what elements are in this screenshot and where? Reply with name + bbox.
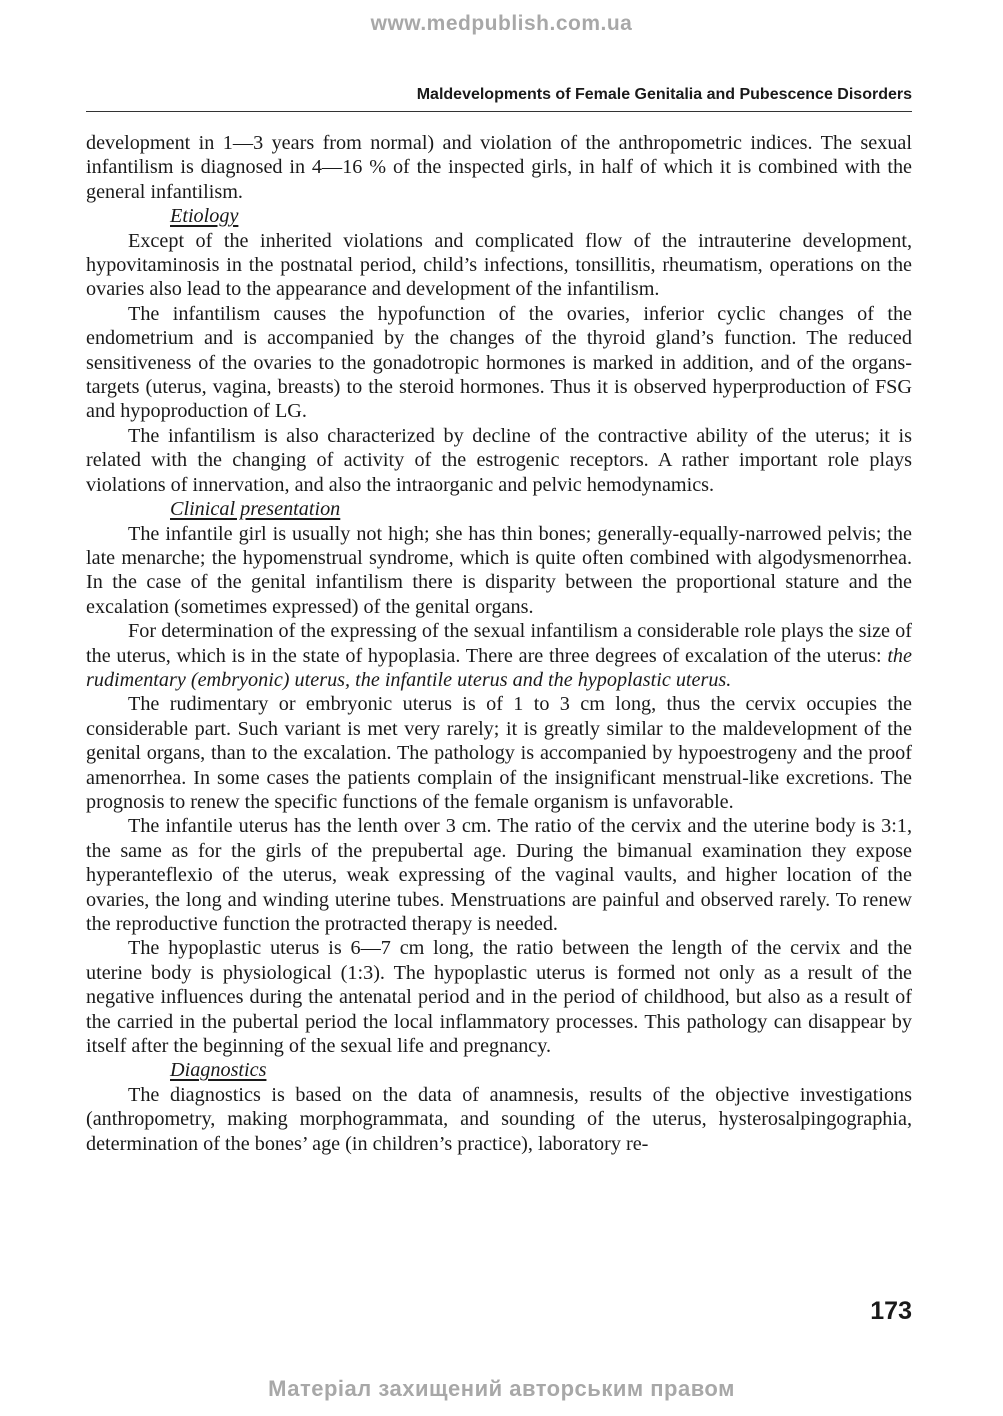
paragraph: development in 1—3 years from normal) and violation of the anthropometric indices. The sexual infantilism is diagnosed in 4—16 % of the inspected girls, in half of which it is combined with the general infantilism.	[86, 132, 912, 203]
page-body	[86, 131, 912, 1156]
paragraph: The rudimentary or embryonic uterus is of 1 to 3 cm long, thus the cervix occupies the considerable part. Such variant is met very rarely; it is greatly similar to the maldevelopment of the genital organs, than to the excalation. The pathology is accompanied by hypoestrogeny and the proof amenorrhea. In some cases the patients complain of the insignificant menstrual-like excretions. The prognosis to renew the specific functions of the female organism is unfavorable.	[86, 693, 912, 813]
paragraph: The infantilism is also characterized by decline of the contractive ability of the uterus; it is related with the changing of activity of the estrogenic receptors. A rather important role plays violations of innervation, and also the intraorganic and pelvic hemodynamics.	[86, 424, 912, 496]
paragraph: The hypoplastic uterus is 6—7 cm long, the ratio between the length of the cervix and the uterine body is physiological (1:3). The hypoplastic uterus is formed not only as a result of the negative influences during the antenatal period and in the period of childhood, but also as a result of the carried in the pubertal period the local inflammatory processes. This pathology can disappear by itself after the beginning of the sexual life and pregnancy.	[86, 937, 912, 1058]
section-heading-clinical-presentation: Clinical presentation	[170, 498, 341, 521]
watermark-bottom: Матеріал захищений авторським правом	[268, 1376, 735, 1401]
paragraph: Except of the inherited violations and complicated flow of the intrauterine development, hypovitaminosis in the postnatal period, child’s infections, tonsillitis, rheumatism, operations on the ovaries also lead to the appearance and development of the infantilism.	[86, 229, 912, 301]
emphasis-text: the rudimentary (embryonic) uterus, the infantile uterus and the hypoplastic uterus.	[86, 644, 912, 691]
watermark-top: www.medpublish.com.ua	[370, 12, 633, 35]
paragraph	[86, 619, 912, 692]
paragraph-text: For determination of the expressing of the sexual infantilism a considerable role plays the size of the uterus, which is in the state of hypoplasia. There are three degrees of excalation of the uterus:	[86, 620, 912, 667]
page-number: 173	[870, 1297, 912, 1325]
header-rule	[86, 111, 912, 112]
section-heading-diagnostics: Diagnostics	[170, 1059, 267, 1082]
paragraph: The infantilism causes the hypofunction of the ovaries, inferior cyclic changes of the endometrium and is accompanied by the changes of the thyroid gland’s function. The reduced sensitiveness of the ovaries to the gonadotropic hormones is marked in addition, and of the organs-targets (uterus, vagina, breasts) to the steroid hormones. Thus it is observed hyperproduction of FSG and hypoproduction of LG.	[86, 302, 912, 423]
section-heading-etiology: Etiology	[170, 205, 239, 228]
paragraph: The infantile uterus has the lenth over 3 cm. The ratio of the cervix and the uterine body is 3:1, the same as for the girls of the prepubertal age. During the bimanual examination they expose hyperanteflexio of the uterus, weak expressing of the vaginal vaults, and higher location of the ovaries, the long and winding uterine tubes. Menstruations are painful and observed rarely. To renew the reproductive function the protracted therapy is needed.	[86, 815, 912, 935]
running-head: Maldevelopments of Female Genitalia and Pubescence Disorders	[416, 86, 912, 103]
paragraph: The infantile girl is usually not high; she has thin bones; generally-equally-narrowed pelvis; the late menarche; the hypomenstrual syndrome, which is quite often combined with algodysmenorrhea. In the case of the genital infantilism there is disparity between the proportional stature and the excalation (sometimes expressed) of the genital organs.	[86, 522, 912, 618]
paragraph: The diagnostics is based on the data of anamnesis, results of the objective investigations (anthropometry, making morphogrammata, and sounding of the uterus, hysterosalpingographia, determination of the bones’ age (in children’s practice), laboratory re-	[86, 1083, 912, 1155]
